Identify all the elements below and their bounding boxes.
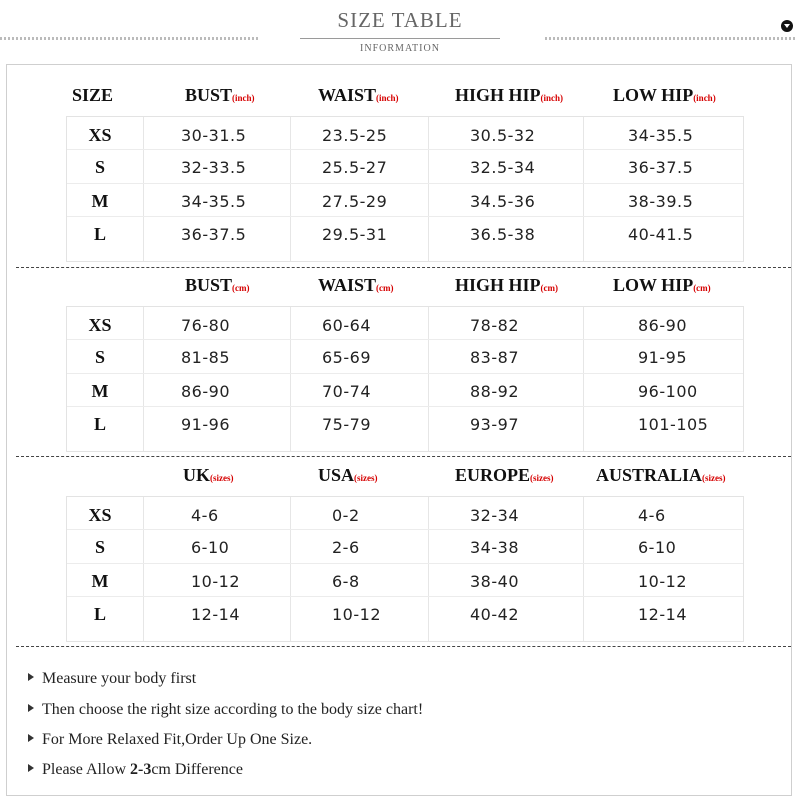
- column-header: [455, 465, 554, 486]
- table-cell: 27.5-29: [322, 192, 388, 211]
- column-header-name: WAIST: [318, 275, 377, 295]
- table-cell: 70-74: [322, 382, 371, 401]
- table-cell: 36.5-38: [470, 225, 536, 244]
- column-header: [183, 465, 234, 486]
- table-cell: 23.5-25: [322, 126, 388, 145]
- column-divider: [428, 117, 429, 261]
- column-header: [455, 85, 563, 106]
- column-header: [613, 85, 716, 106]
- note-item: [28, 761, 243, 779]
- column-header: [455, 275, 558, 296]
- row-divider: [67, 216, 743, 217]
- column-header-name: WAIST: [318, 85, 377, 105]
- row-divider: [67, 529, 743, 530]
- row-divider: [67, 373, 743, 374]
- column-header: [185, 85, 255, 106]
- header-dotted-line-right: [545, 37, 795, 40]
- column-divider: [143, 307, 144, 451]
- table-cell: 10-12: [638, 572, 687, 591]
- section-separator: [16, 646, 791, 647]
- table-cell: 91-95: [638, 348, 687, 367]
- column-header-unit: (sizes): [210, 473, 234, 483]
- section-separator: [16, 456, 791, 457]
- note-text: Please Allow: [42, 761, 130, 778]
- table-cell: 75-79: [322, 415, 371, 434]
- table-cell: 32-34: [470, 506, 519, 525]
- column-header-unit: (cm): [232, 283, 250, 293]
- table-cell: 40-41.5: [628, 225, 694, 244]
- table-cell: 0-2: [332, 506, 360, 525]
- triangle-bullet-icon: [28, 704, 34, 712]
- column-header-unit: (inch): [232, 93, 255, 103]
- chevron-down-circle-icon[interactable]: [781, 20, 793, 32]
- table-cell: 93-97: [470, 415, 519, 434]
- header-dotted-line-left: [0, 37, 260, 40]
- table-cell: 86-90: [181, 382, 230, 401]
- table-cell: 25.5-27: [322, 158, 388, 177]
- page-title: SIZE TABLE: [337, 8, 463, 32]
- table-cell: 86-90: [638, 316, 687, 335]
- triangle-bullet-icon: [28, 764, 34, 772]
- note-text: For More Relaxed Fit,Order Up One Size.: [42, 731, 313, 748]
- column-header-name: AUSTRALIA: [596, 465, 703, 485]
- column-header-unit: (inch): [693, 93, 716, 103]
- column-header-name: UK: [183, 465, 210, 485]
- column-header-name: USA: [318, 465, 355, 485]
- row-divider: [67, 596, 743, 597]
- row-divider: [67, 406, 743, 407]
- table-cell: 40-42: [470, 605, 519, 624]
- section-separator: [16, 267, 791, 268]
- table-cell: 4-6: [638, 506, 666, 525]
- note-text: Then choose the right size according to the body size chart!: [42, 701, 424, 718]
- table-cell: 36-37.5: [181, 225, 247, 244]
- note-item: [28, 731, 312, 749]
- table-cell: 101-105: [638, 415, 709, 434]
- column-header: [596, 465, 726, 486]
- table-cell: 88-92: [470, 382, 519, 401]
- column-divider: [143, 117, 144, 261]
- size-label: S: [94, 537, 105, 557]
- table-cell: 34.5-36: [470, 192, 536, 211]
- table-cell: 34-38: [470, 538, 519, 557]
- table-cell: 34-35.5: [628, 126, 694, 145]
- column-divider: [290, 307, 291, 451]
- column-header-unit: (sizes): [530, 473, 554, 483]
- table-cell: 76-80: [181, 316, 230, 335]
- table-cell: 30-31.5: [181, 126, 247, 145]
- table-cell: 34-35.5: [181, 192, 247, 211]
- column-divider: [583, 307, 584, 451]
- column-header-unit: (inch): [376, 93, 399, 103]
- column-header-name: BUST: [185, 85, 233, 105]
- size-column-header: SIZE: [72, 85, 114, 105]
- table-cell: 10-12: [332, 605, 381, 624]
- size-label: L: [93, 414, 106, 434]
- column-header-name: HIGH HIP: [455, 275, 541, 295]
- column-divider: [290, 117, 291, 261]
- column-divider: [583, 117, 584, 261]
- table-cell: 91-96: [181, 415, 230, 434]
- table-cell: 6-8: [332, 572, 360, 591]
- size-label: M: [91, 571, 109, 591]
- size-label: XS: [88, 125, 112, 145]
- table-cell: 32-33.5: [181, 158, 247, 177]
- table-cell: 38-39.5: [628, 192, 694, 211]
- column-divider: [428, 307, 429, 451]
- table-cell: 12-14: [191, 605, 240, 624]
- size-label: S: [94, 347, 105, 367]
- size-label: L: [93, 224, 106, 244]
- triangle-bullet-icon: [28, 734, 34, 742]
- table-cell: 12-14: [638, 605, 687, 624]
- column-header-unit: (sizes): [354, 473, 378, 483]
- column-header-unit: (inch): [540, 93, 564, 103]
- note-bold-value: 2-3: [130, 761, 152, 778]
- header-divider: [300, 38, 500, 39]
- page-subtitle: INFORMATION: [360, 43, 440, 54]
- column-header-unit: (sizes): [702, 473, 726, 483]
- column-divider: [290, 497, 291, 641]
- note-item: [28, 670, 196, 688]
- column-divider: [428, 497, 429, 641]
- table-cell: 65-69: [322, 348, 371, 367]
- size-label: XS: [88, 505, 112, 525]
- table-cell: 10-12: [191, 572, 240, 591]
- size-label: S: [94, 157, 105, 177]
- note-text: cm Difference: [151, 761, 243, 778]
- column-divider: [583, 497, 584, 641]
- table-cell: 60-64: [322, 316, 371, 335]
- column-header: [613, 275, 711, 296]
- column-header-unit: (cm): [540, 283, 559, 293]
- column-header: [318, 275, 394, 296]
- table-cell: 29.5-31: [322, 225, 388, 244]
- size-label: M: [91, 191, 109, 211]
- row-divider: [67, 563, 743, 564]
- column-header-unit: (cm): [693, 283, 711, 293]
- column-header-name: LOW HIP: [613, 275, 694, 295]
- column-divider: [143, 497, 144, 641]
- size-label: L: [93, 604, 106, 624]
- table-cell: 78-82: [470, 316, 519, 335]
- table-cell: 32.5-34: [470, 158, 536, 177]
- row-divider: [67, 339, 743, 340]
- table-cell: 4-6: [191, 506, 219, 525]
- note-text: Measure your body first: [42, 670, 197, 687]
- column-header-name: HIGH HIP: [455, 85, 541, 105]
- size-label: XS: [88, 315, 112, 335]
- table-cell: 96-100: [638, 382, 698, 401]
- table-cell: 81-85: [181, 348, 230, 367]
- note-item: [28, 701, 423, 719]
- table-cell: 6-10: [638, 538, 677, 557]
- column-header-unit: (cm): [376, 283, 394, 293]
- column-header: [185, 275, 250, 296]
- triangle-bullet-icon: [28, 673, 34, 681]
- table-cell: 83-87: [470, 348, 519, 367]
- row-divider: [67, 149, 743, 150]
- column-header-name: BUST: [185, 275, 233, 295]
- column-header-name: EUROPE: [455, 465, 531, 485]
- table-cell: 36-37.5: [628, 158, 694, 177]
- column-header-name: LOW HIP: [613, 85, 694, 105]
- table-cell: 30.5-32: [470, 126, 536, 145]
- size-label: M: [91, 381, 109, 401]
- table-cell: 2-6: [332, 538, 360, 557]
- column-header: [318, 85, 399, 106]
- row-divider: [67, 183, 743, 184]
- column-header: [318, 465, 378, 486]
- table-cell: 6-10: [191, 538, 230, 557]
- table-cell: 38-40: [470, 572, 519, 591]
